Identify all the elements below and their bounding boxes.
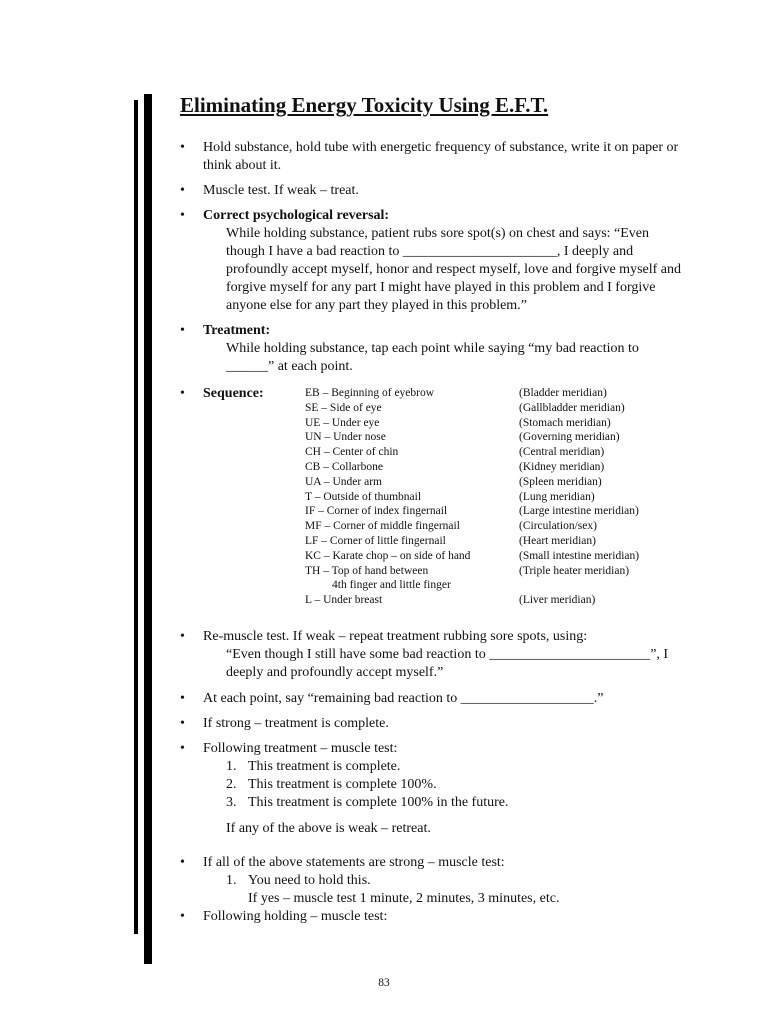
margin-bar-thick [144, 94, 152, 964]
sequence-point: LF – Corner of little fingernail [305, 535, 446, 547]
bullet-line: At each point, say “remaining bad reaction to ___________________.” [203, 691, 604, 706]
sequence-point: IF – Corner of index fingernail [305, 505, 448, 518]
bullet-icon: • [180, 386, 185, 401]
bullet-line: forgive myself for any part I might have played in this problem and I forgive [226, 280, 656, 295]
sequence-point: KC – Karate chop – on side of hand [305, 549, 471, 562]
bullet-line: think about it. [203, 158, 282, 173]
bullet-icon: • [180, 629, 185, 644]
item-number: 2. [226, 777, 237, 792]
bullet-line: If all of the above statements are strong – muscle test: [203, 855, 505, 870]
sequence-meridian: (Gallbladder meridian) [519, 401, 625, 414]
numbered-item [226, 758, 720, 776]
sequence-meridian: (Circulation/sex) [519, 520, 597, 533]
sequence-point: UE – Under eye [305, 416, 380, 429]
item-text: You need to hold this. [248, 873, 371, 888]
bullet-line: If yes – muscle test 1 minute, 2 minutes, 3 minutes, etc. [248, 891, 560, 906]
bullet-re-muscle-test [180, 628, 720, 682]
margin-bar-thin [134, 100, 138, 934]
bullet-icon: • [180, 208, 185, 223]
bullet-icon: • [180, 691, 185, 706]
sequence-meridian: (Kidney meridian) [519, 461, 605, 473]
sequence-point: EB – Beginning of eyebrow [305, 387, 435, 399]
bullet-muscle-test [180, 182, 720, 200]
bullet-line: though I have a bad reaction to ______________________, I deeply and [226, 244, 634, 259]
sequence-point: L – Under breast [305, 594, 383, 607]
bullet-line: Following treatment – muscle test: [203, 741, 398, 756]
bullet-line: Re-muscle test. If weak – repeat treatment rubbing sore spots, using: [203, 629, 588, 644]
bullet-line: profoundly accept myself, honor and respect myself, love and forgive myself and [226, 262, 681, 277]
bullet-hold-substance [180, 139, 720, 175]
bullet-icon: • [180, 716, 185, 731]
bullet-line: deeply and profoundly accept myself.” [226, 665, 444, 680]
bullet-following-treatment [180, 740, 720, 838]
numbered-item [226, 776, 720, 794]
bullet-line: While holding substance, patient rubs sore spot(s) on chest and says: “Even [226, 226, 650, 241]
bullet-if-strong [180, 715, 720, 733]
sequence-point: TH – Top of hand between [305, 564, 429, 577]
bullet-line: Following holding – muscle test: [203, 909, 388, 924]
bullet-all-strong [180, 854, 720, 908]
bullet-line: Hold substance, hold tube with energetic frequency of substance, write it on paper or [203, 140, 679, 155]
bullet-following-holding [180, 908, 720, 926]
sequence-point: 4th finger and little finger [332, 579, 451, 592]
page-number: 83 [378, 977, 390, 989]
sequence-meridian: (Bladder meridian) [519, 387, 607, 399]
page-title: Eliminating Energy Toxicity Using E.F.T. [180, 93, 549, 117]
sequence-point: CB – Collarbone [305, 461, 383, 473]
bullet-icon: • [180, 855, 185, 870]
sequence-meridian: (Liver meridian) [519, 594, 596, 607]
item-text: This treatment is complete. [248, 759, 401, 774]
sequence-meridian: (Stomach meridian) [519, 416, 611, 429]
item-text: This treatment is complete 100%. [248, 777, 437, 792]
sequence-meridian: (Large intestine meridian) [519, 505, 639, 518]
bullet-heading: Treatment: [203, 323, 271, 338]
bullet-line: ______” at each point. [226, 359, 353, 374]
sequence-meridian: (Heart meridian) [519, 535, 596, 547]
sequence-point: UA – Under arm [305, 475, 382, 488]
numbered-item [226, 872, 720, 890]
bullet-psychological-reversal [180, 207, 720, 315]
bullet-treatment [180, 322, 720, 376]
bullet-line: If any of the above is weak – retreat. [226, 821, 431, 836]
sequence-point: UN – Under nose [305, 431, 386, 444]
item-text: This treatment is complete 100% in the future. [248, 795, 509, 810]
sequence-meridian: (Governing meridian) [519, 431, 620, 444]
bullet-heading: Correct psychological reversal: [203, 208, 390, 223]
item-number: 1. [226, 873, 237, 888]
bullet-line: Muscle test. If weak – treat. [203, 183, 359, 198]
bullet-line: “Even though I still have some bad reaction to _______________________”, I [226, 647, 669, 662]
bullet-icon: • [180, 323, 185, 338]
sequence-point: MF – Corner of middle fingernail [305, 520, 460, 533]
sequence-meridian: (Small intestine meridian) [519, 549, 640, 562]
sequence-point: T – Outside of thumbnail [305, 490, 422, 503]
bullet-remaining-reaction [180, 690, 720, 708]
bullet-icon: • [180, 183, 185, 198]
bullet-icon: • [180, 140, 185, 155]
bullet-line: If strong – treatment is complete. [203, 716, 389, 731]
numbered-item [226, 794, 720, 812]
item-number: 3. [226, 795, 237, 810]
sequence-meridian: (Lung meridian) [519, 490, 595, 503]
bullet-icon: • [180, 741, 185, 756]
sequence-meridian: (Triple heater meridian) [519, 564, 630, 577]
sequence-label: Sequence: [203, 386, 264, 401]
item-number: 1. [226, 759, 237, 774]
sequence-point: SE – Side of eye [305, 401, 382, 414]
sequence-meridian: (Central meridian) [519, 446, 605, 459]
sequence-point: CH – Center of chin [305, 446, 399, 459]
bullet-line: anyone else for any part they played in this problem.” [226, 298, 527, 313]
bullet-line: While holding substance, tap each point while saying “my bad reaction to [226, 341, 639, 356]
bullet-icon: • [180, 909, 185, 924]
sequence-meridian: (Spleen meridian) [519, 475, 602, 488]
